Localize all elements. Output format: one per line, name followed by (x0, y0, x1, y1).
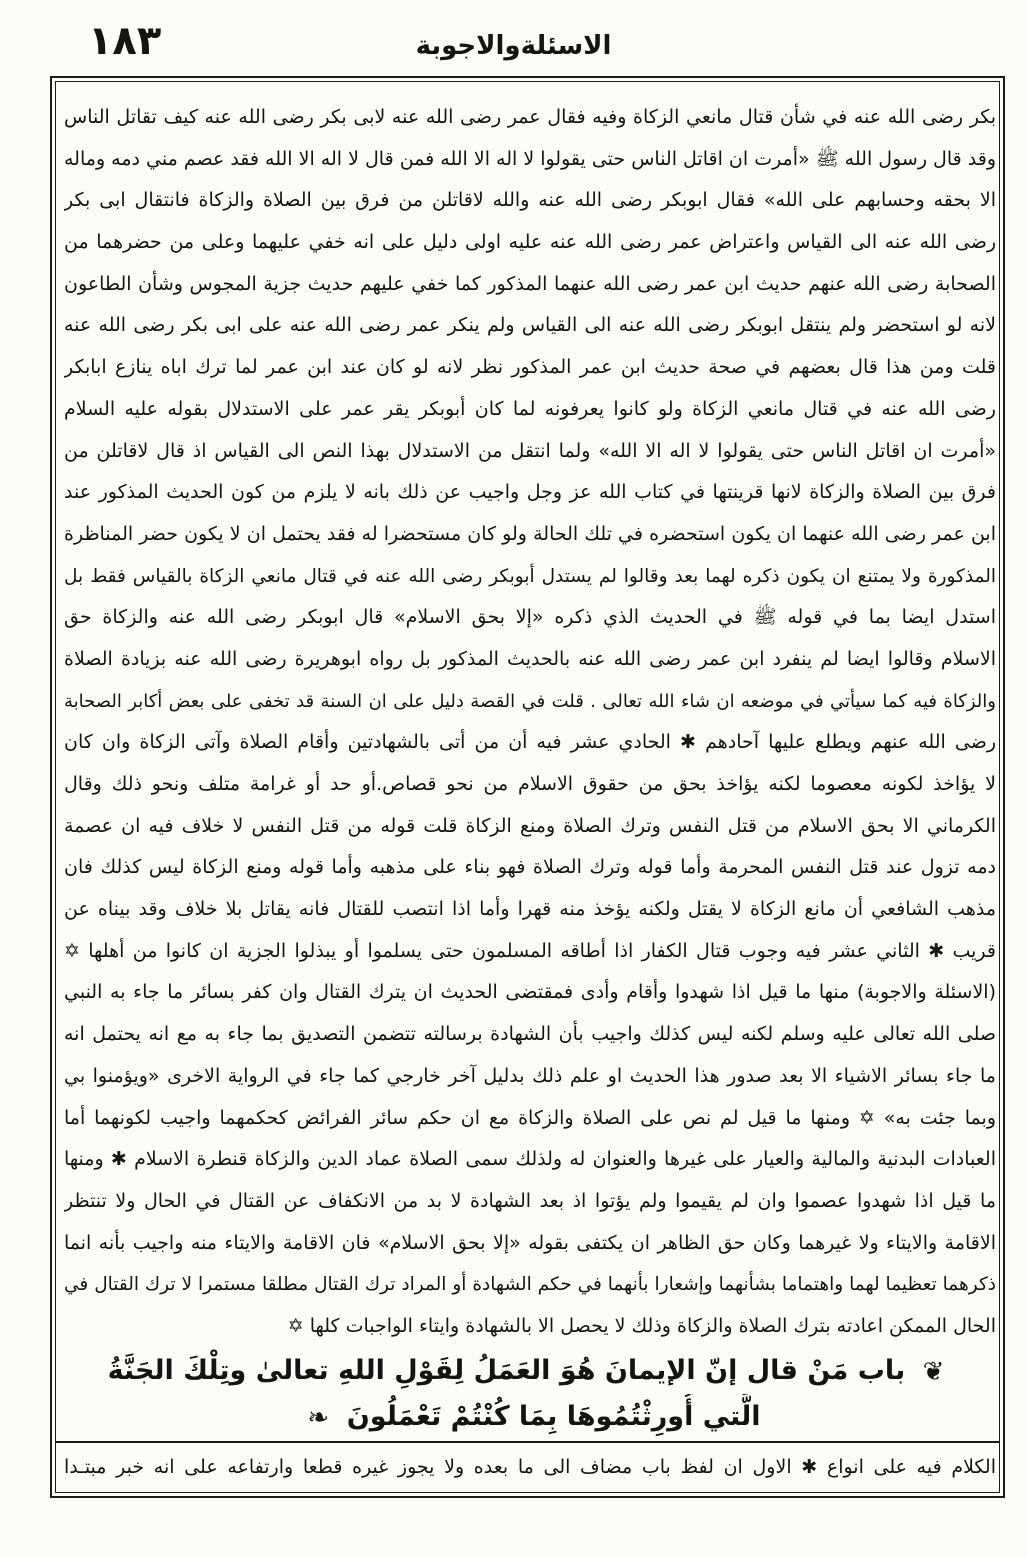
text-line: رضى الله عنهم ويطلع عليها آحادهم ✱ الحادي عشر فيه أن من أتى بالشهادتين وأقام الصلاة وآتى الزكاة وان كان (64, 731, 996, 754)
text-line: الحال الممكن اعادته بترك الصلاة والزكاة وذلك لا يحصل الا بالشهادة وايتاء الواجبات كلها ✡ (287, 1314, 996, 1337)
chapter-heading-text: الَّتي أُورِثْتُمُوهَا بِمَا كُنْتُمْ تَعْمَلُونَ (346, 1401, 761, 1432)
floral-ornament-icon (308, 1395, 330, 1441)
text-line: العبادات البدنية والمالية والعيار على غيرها والعنوان له ولذلك سمى الصلاة عماد الدين والزكاة قنطرة الاسلام ✱ ومنها (64, 1148, 996, 1171)
section-divider (56, 1441, 999, 1443)
text-line: ذكرهما تعظيما لهما واهتماما بشأنهما وإشعارا بأنهما في حكم الشهادة أو المراد ترك القتال مطلقا مستمرا لا ترك القتال في (64, 1274, 996, 1296)
chapter-heading-line (64, 1348, 996, 1394)
footer-text (64, 1446, 996, 1488)
chapter-heading-text: باب مَنْ قال إنّ الإيمانَ هُوَ العَمَلُ لِقَوْلِ اللهِ تعالىٰ وتِلْكَ الجَنَّةُ (107, 1355, 906, 1386)
text-line: «أمرت ان اقاتل الناس حتى يقولوا لا اله الا الله» ولما انتقل من الاستدلال بهذا النص الى القياس اذ قال لاقاتلن من (64, 439, 996, 462)
text-line: دمه تزول عند قتل النفس المحرمة وأما قوله وترك الصلاة فهو بناء على مذهبه وأما قوله ومنع الزكاة ليس كذلك فان (64, 856, 996, 879)
text-line: قلت ومن هذا قال بعضهم في صحة حديث ابن عمر المذكور نظر لانه لو كان عند ابن عمر لما ترك اباه ينازع ابابكر (64, 356, 996, 379)
text-line: استدل ايضا بما في قوله ﷺ في الحديث الذي ذكره «إلا بحق الاسلام» قال ابوبكر رضى الله عنه والزكاة حق (64, 606, 996, 629)
chapter-heading-line (64, 1394, 996, 1440)
text-line: صلى الله تعالى عليه وسلم لكنه ليس كذلك واجيب بأن الشهادة برسالته تتضمن التصديق بما جاء به مع انه يحتمل انه (64, 1023, 996, 1046)
text-line: قريب ✱ الثاني عشر فيه وجوب قتال الكفار اذا أطاقه المسلمون حتى يسلموا أو يبذلوا الجزية ان كانوا من أهلها ✡ (64, 939, 996, 962)
text-line: الاقامة والايتاء ولا غيرهما وكان حق الظاهر ان يكتفى بقوله «إلا بحق الاسلام» فان الاقامة والايتاء منه واجيب بأنه انما (64, 1231, 996, 1254)
text-line: الاسلام وقالوا ايضا لم ينفرد ابن عمر رضى الله عنه بالحديث المذكور بل رواه ابوهريرة رضى الله عنه بزيادة الصلاة (64, 647, 996, 670)
text-line: بكر رضى الله عنه في شأن قتال مانعي الزكاة وفيه فقال عمر رضى الله عنه لابى بكر رضى الله عنه كيف تقاتل الناس (64, 106, 996, 128)
body-text (64, 97, 996, 1348)
text-line: وقد قال رسول الله ﷺ «أمرت ان اقاتل الناس حتى يقولوا لا اله الا الله فمن قال لا اله الا الله فقد عصم مني دمه وماله (64, 147, 996, 170)
text-line: رضى الله عنه في قتال مانعي الزكاة ولو كانوا يعرفونه لما كان أبوبكر يقر عمر على الاستدلال بقوله عليه السلام (64, 397, 996, 420)
text-line: رضى الله عنه الى القياس واعتراض عمر رضى الله عنه عليه اولى دليل على انه خفي عليهما وعلى من حضرهما من (64, 231, 996, 254)
text-line: الكرماني الا بحق الاسلام من قتل النفس وترك الصلاة ومنع الزكاة قلت قوله من قتل النفس لا خلاف فيه ان عصمة (64, 814, 996, 837)
text-line: مذهب الشافعي أن مانع الزكاة لا يقتل ولكنه يؤخذ منه قهرا وأما اذا انتصب للقتال فانه يقاتل بلا خلاف وقد بيناه عن (64, 898, 996, 921)
text-line: وبما جئت به» ✡ ومنها ما قيل لم نص على الصلاة والزكاة مع ان حكم سائر الفرائض كحكمهما واجيب لكونهما أما (64, 1106, 996, 1129)
page-number: ١٨٣ (88, 18, 162, 64)
chapter-heading (64, 1348, 996, 1440)
text-line: (الاسئلة والاجوبة) منها ما قيل اذا شهدوا وأقام وأدى فمقتضى الحديث ان يترك القتال وان كفر بسائر ما جاء به النبي (64, 981, 996, 1004)
text-line: لا يؤاخذ لكونه معصوما لكنه يؤاخذ بحق من حقوق الاسلام من نحو قصاص.أو حد أو غرامة متلف ونحو ذلك وقال (64, 773, 996, 795)
text-line: والزكاة فيه كما سيأتي في موضعه ان شاء الله تعالى . قلت في القصة دليل على ان السنة قد تخفى على بعض أكابر الصحابة (64, 690, 996, 712)
text-line: الا بحقه وحسابهم على الله» فقال ابوبكر رضى الله عنه والله لاقاتلن من فرق بين الصلاة والزكاة فانتقال ابى بكر (64, 189, 996, 212)
running-title: الاسئلةوالاجوبة (415, 31, 612, 61)
text-line: لانه لو استحضر ولم ينتقل ابوبكر رضى الله عنه الى القياس ولم ينكر عمر رضى الله عنه على ابى بكر رضى الله عنه (64, 314, 996, 337)
text-line: الصحابة رضى الله عنهم حديث ابن عمر رضى الله عنهما المذكور كما خفي عليهم حديث جزية المجوس وشأن الطاعون (64, 272, 996, 295)
text-line: ابن عمر رضى الله عنهما ان يكون استحضره في تلك الحالة ولو كان مستحضرا له فقد يحتمل ان لا يكون حضر المناظرة (64, 522, 996, 545)
floral-ornament-icon (923, 1349, 945, 1395)
text-line: الكلام فيه على انواع ✱ الاول ان لفظ باب مضاف الى ما بعده ولا يجوز غيره قطعا وارتفاعه على انه خبر مبتـدا (64, 1456, 996, 1478)
text-line: ما جاء بسائر الاشياء الا بعد صدور هذا الحديث او علم ذلك بدليل آخر خارجي كما جاء في الرواية الاخرى «ويؤمنوا بي (64, 1064, 996, 1087)
text-line: ما قيل اذا شهدوا عصموا وان لم يقيموا ولم يؤتوا اذ بعد الشهادة لا بد من الانكفاف عن القتال في الحال ولا تنتظر (64, 1189, 996, 1212)
text-line: فرق بين الصلاة والزكاة لانها قرينتها في كتاب الله عز وجل واجيب عن ذلك بانه لا يلزم من كون الحديث المذكور عند (64, 481, 996, 504)
text-line: المذكورة ولا يمتنع ان يكون ذكره لهما بعد وقالوا لم يستدل أبوبكر رضى الله عنه في قتال مانعي الزكاة بالقياس فقط بل (64, 565, 996, 587)
